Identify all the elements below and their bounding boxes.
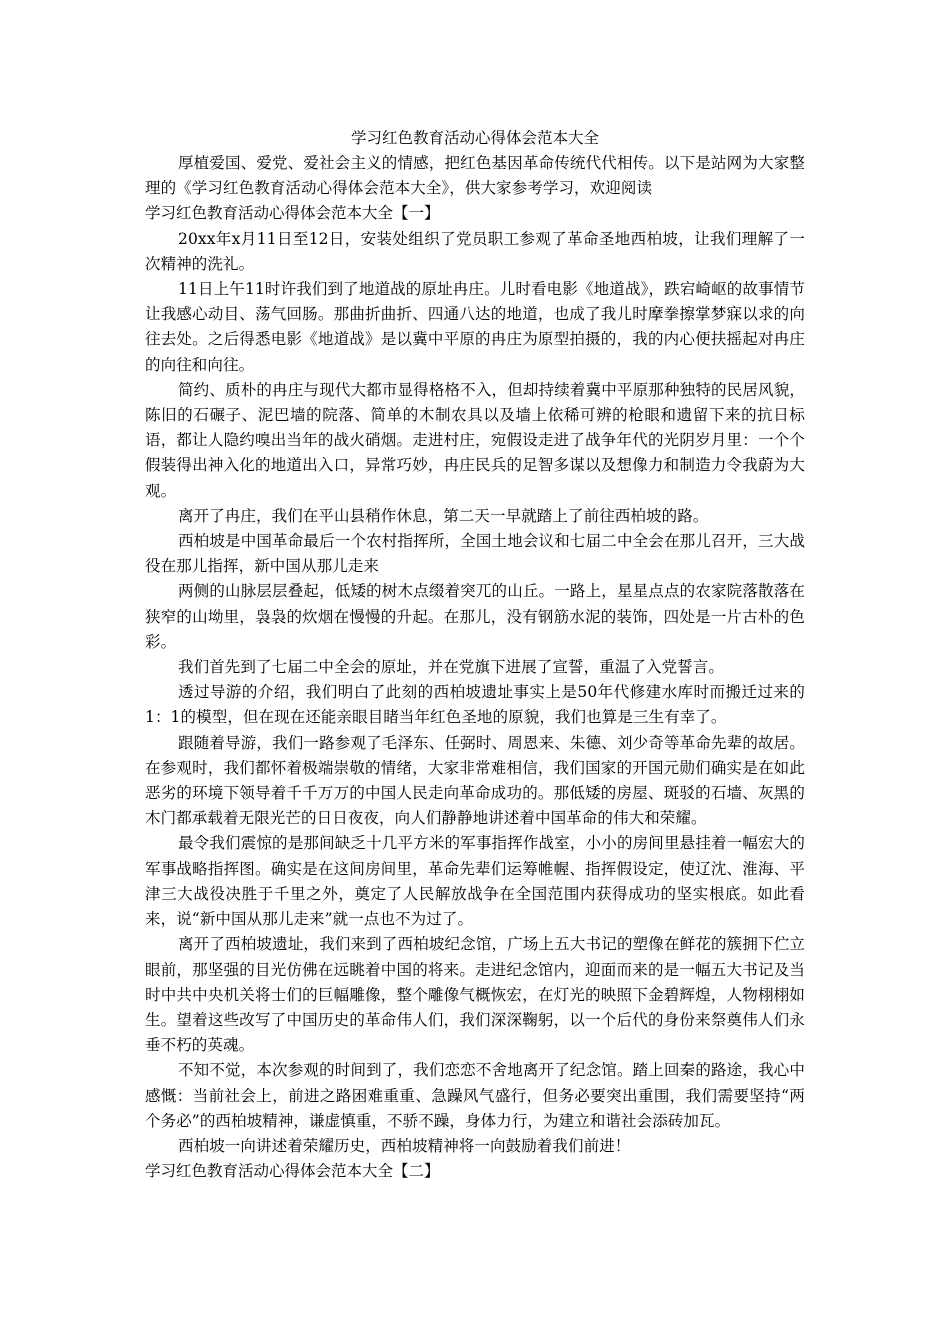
body-paragraph: 不知不觉，本次参观的时间到了，我们恋恋不舍地离开了纪念馆。踏上回秦的路途，我心中感慨：当前社会上，前进之路困难重重、急躁风气盛行，但务必要突出重围，我们需要坚持“两个务必”的西柏坡精神，谦虚慎重，不骄不躁，身体力行，为建立和谐社会添砖加瓦。 (145, 1061, 805, 1130)
body-paragraph: 透过导游的介绍，我们明白了此刻的西柏坡遗址事实上是50年代修建水库时而搬迁过来的1：1的模型，但在现在还能亲眼目睹当年红色圣地的原貌，我们也算是三生有幸了。 (145, 683, 805, 727)
document-page (145, 126, 805, 1184)
intro-paragraph: 厚植爱国、爱党、爱社会主义的情感，把红色基因革命传统代代相传。以下是站网为大家整理的《学习红色教育活动心得体会范本大全》，供大家参考学习，欢迎阅读 (145, 154, 805, 198)
body-paragraph: 跟随着导游，我们一路参观了毛泽东、任弼时、周恩来、朱德、刘少奇等革命先辈的故居。在参观时，我们都怀着极端崇敬的情绪，大家非常难相信，我们国家的开国元勋们确实是在如此恶劣的环境下领导着千千万万的中国人民走向革命成功的。那低矮的房屋、斑驳的石墙、灰黑的木门都承载着无限光芒的日日夜夜，向人们静静地讲述着中国革命的伟大和荣耀。 (145, 733, 805, 828)
body-paragraph: 离开了冉庄，我们在平山县稍作休息，第二天一早就踏上了前往西柏坡的路。 (178, 506, 709, 525)
body-paragraph: 西柏坡一向讲述着荣耀历史，西柏坡精神将一向鼓励着我们前进！ (178, 1136, 631, 1155)
body-paragraph: 两侧的山脉层层叠起，低矮的树木点缀着突兀的山丘。一路上，星星点点的农家院落散落在狭窄的山坳里，袅袅的炊烟在慢慢的升起。在那儿，没有钢筋水泥的装饰，四处是一片古朴的色彩。 (145, 582, 805, 651)
section-heading-2: 学习红色教育活动心得体会范本大全【二】 (145, 1162, 440, 1181)
section-heading-1: 学习红色教育活动心得体会范本大全【一】 (145, 204, 440, 223)
body-paragraph: 我们首先到了七届二中全会的原址，并在党旗下进展了宣誓，重温了入党誓言。 (178, 658, 725, 677)
body-paragraph: 离开了西柏坡遗址，我们来到了西柏坡纪念馆，广场上五大书记的塑像在鲜花的簇拥下伫立眼前，那坚强的目光仿佛在远眺着中国的将来。走进纪念馆内，迎面而来的是一幅五大书记及当时中共中央机关将士们的巨幅雕像，整个雕像气概恢宏，在灯光的映照下金碧辉煌，人物栩栩如生。望着这些改写了中国历史的革命伟人们，我们深深鞠躬，以一个后代的身份来祭奠伟人们永垂不朽的英魂。 (145, 935, 805, 1055)
document-title: 学习红色教育活动心得体会范本大全 (350, 129, 599, 147)
body-paragraph: 简约、质朴的冉庄与现代大都市显得格格不入，但却持续着冀中平原那种独特的民居风貌，陈旧的石碾子、泥巴墙的院落、简单的木制农具以及墙上依稀可辨的枪眼和遗留下来的抗日标语，都让人隐约嗅出当年的战火硝烟。走进村庄，宛假设走进了战争年代的光阴岁月里：一个个假装得出神入化的地道出入口，异常巧妙，冉庄民兵的足智多谋以及想像力和制造力令我蔚为大观。 (145, 380, 805, 500)
body-paragraph: 11日上午11时许我们到了地道战的原址冉庄。儿时看电影《地道战》，跌宕崎岖的故事情节让我感心动目、荡气回肠。那曲折曲折、四通八达的地道，也成了我儿时摩拳擦掌梦寐以求的向往去处。之后得悉电影《地道战》是以冀中平原的冉庄为原型拍摄的，我的内心便扶摇起对冉庄的向往和向往。 (145, 280, 805, 374)
body-paragraph: 西柏坡是中国革命最后一个农村指挥所，全国土地会议和七届二中全会在那儿召开，三大战役在那儿指挥，新中国从那儿走来 (145, 532, 805, 576)
body-paragraph: 20xx年x月11日至12日，安装处组织了党员职工参观了革命圣地西柏坡，让我们理解了一次精神的洗礼。 (145, 229, 805, 273)
body-paragraph: 最令我们震惊的是那间缺乏十几平方米的军事指挥作战室，小小的房间里悬挂着一幅宏大的军事战略指挥图。确实是在这间房间里，革命先辈们运筹帷幄、指挥假设定，使辽沈、淮海、平津三大战役决胜于千里之外，奠定了人民解放战争在全国范围内获得成功的坚实根底。如此看来，说“新中国从那儿走来”就一点也不为过了。 (145, 834, 805, 929)
